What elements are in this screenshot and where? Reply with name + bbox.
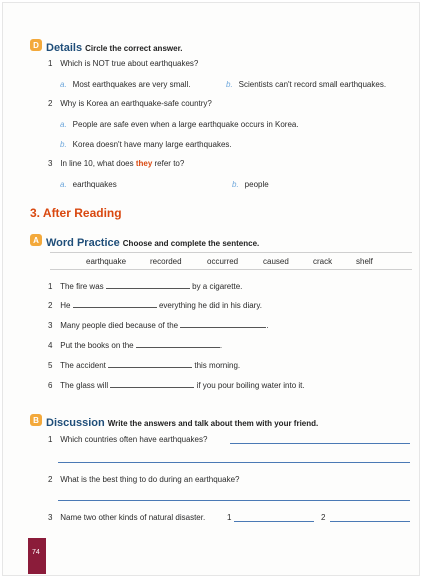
section-d-badge: D [30, 39, 42, 51]
details-question-1 [48, 59, 198, 68]
sentence-number: 6 [48, 381, 53, 390]
sentence-after: by a cigarette. [192, 282, 243, 291]
option-letter: a. [60, 80, 67, 89]
option-text: earthquakes [72, 180, 117, 189]
section-b-title: Discussion [46, 417, 105, 429]
word-bank-item: occurred [207, 256, 239, 266]
q2-option-b[interactable] [60, 140, 232, 149]
sentence-after: . [266, 321, 269, 330]
word-bank-item: earthquake [86, 256, 127, 266]
slot-label-2: 2 [321, 513, 326, 522]
section-a-title: Word Practice [46, 237, 120, 249]
details-question-3 [48, 159, 184, 168]
sentence-after: if you pour boiling water into it. [196, 381, 305, 390]
q1-option-b[interactable] [226, 80, 386, 89]
word-practice-sentence-6 [48, 380, 305, 390]
sentence-before: He [60, 301, 71, 310]
sentence-number: 3 [48, 321, 53, 330]
question-text-after: refer to? [152, 159, 185, 168]
option-letter: a. [60, 120, 67, 129]
after-reading-title: 3. After Reading [30, 206, 122, 220]
page-number-tab [28, 538, 46, 574]
section-a-instruction: Choose and complete the sentence. [122, 239, 260, 248]
option-letter: b. [226, 80, 233, 89]
option-letter: b. [60, 140, 67, 149]
question-text-before: In line 10, what does [60, 159, 136, 168]
highlighted-word: they [135, 159, 153, 168]
slot-label-1: 1 [227, 513, 232, 522]
word-bank-item: crack [313, 256, 333, 266]
question-number: 1 [48, 59, 53, 68]
q1-option-a[interactable] [60, 80, 191, 89]
question-number: 1 [48, 435, 53, 444]
section-d-header [46, 38, 182, 56]
section-d-instruction: Circle the correct answer. [85, 44, 183, 53]
word-practice-sentence-5 [48, 360, 240, 370]
question-text: Which countries often have earthquakes? [60, 435, 208, 444]
discussion-question-2 [48, 475, 239, 484]
section-a-badge: A [30, 234, 42, 246]
sentence-number: 2 [48, 301, 53, 310]
section-b-instruction: Write the answers and talk about them with your friend. [107, 419, 319, 428]
question-number: 3 [48, 159, 53, 168]
page-number: 74 [32, 549, 40, 556]
answer-line[interactable] [234, 521, 314, 522]
question-number: 2 [48, 99, 53, 108]
word-bank [50, 252, 412, 270]
section-b-header [46, 413, 318, 431]
sentence-before: Many people died because of the [60, 321, 179, 330]
section-a-header [46, 233, 259, 251]
sentence-number: 1 [48, 282, 53, 291]
word-practice-sentence-3 [48, 320, 269, 330]
option-letter: b. [232, 180, 239, 189]
answer-blank[interactable] [136, 340, 223, 350]
question-number: 2 [48, 475, 53, 484]
details-question-2 [48, 99, 212, 108]
question-number: 3 [48, 513, 53, 522]
q2-option-a[interactable] [60, 120, 299, 129]
sentence-before: Put the books on the [60, 341, 134, 350]
question-text: What is the best thing to do during an earthquake? [60, 475, 240, 484]
answer-blank[interactable] [108, 360, 192, 368]
option-letter: a. [60, 180, 67, 189]
answer-blank[interactable] [73, 300, 157, 308]
sentence-number: 4 [48, 341, 53, 350]
sentence-before: The glass will [60, 381, 109, 390]
answer-blank[interactable] [180, 320, 269, 330]
answer-line[interactable] [58, 462, 410, 463]
section-d-title: Details [46, 42, 83, 54]
sentence-before: The fire was [60, 282, 104, 291]
sentence-after: . [219, 341, 223, 350]
option-text: Most earthquakes are very small. [72, 80, 191, 89]
sentence-before: The accident [60, 361, 106, 370]
option-text: Korea doesn't have many large earthquakes. [72, 140, 232, 149]
answer-blank[interactable] [110, 380, 194, 388]
question-text: Why is Korea an earthquake-safe country? [60, 99, 212, 108]
answer-line[interactable] [58, 500, 410, 501]
answer-line[interactable] [230, 443, 410, 444]
word-practice-sentence-2 [48, 300, 262, 310]
q3-option-a[interactable] [60, 180, 117, 189]
sentence-after: everything he did in his diary. [158, 301, 262, 310]
answer-blank[interactable] [106, 281, 190, 289]
discussion-question-3 [48, 513, 205, 522]
answer-line[interactable] [330, 521, 410, 522]
question-text: Which is NOT true about earthquakes? [60, 59, 199, 68]
option-text: Scientists can't record small earthquakes. [238, 80, 387, 89]
sentence-number: 5 [48, 361, 53, 370]
word-bank-item: recorded [150, 256, 182, 266]
word-practice-sentence-4 [48, 340, 222, 350]
section-b-badge: B [30, 414, 42, 426]
question-text: Name two other kinds of natural disaster. [60, 513, 206, 522]
word-bank-item: shelf [356, 256, 373, 266]
word-bank-item: caused [263, 256, 289, 266]
sentence-after: this morning. [194, 361, 241, 370]
discussion-question-1 [48, 435, 207, 444]
word-practice-sentence-1 [48, 281, 242, 291]
option-text: People are safe even when a large earthquake occurs in Korea. [72, 120, 299, 129]
q3-option-b[interactable] [232, 180, 269, 189]
option-text: people [244, 180, 269, 189]
